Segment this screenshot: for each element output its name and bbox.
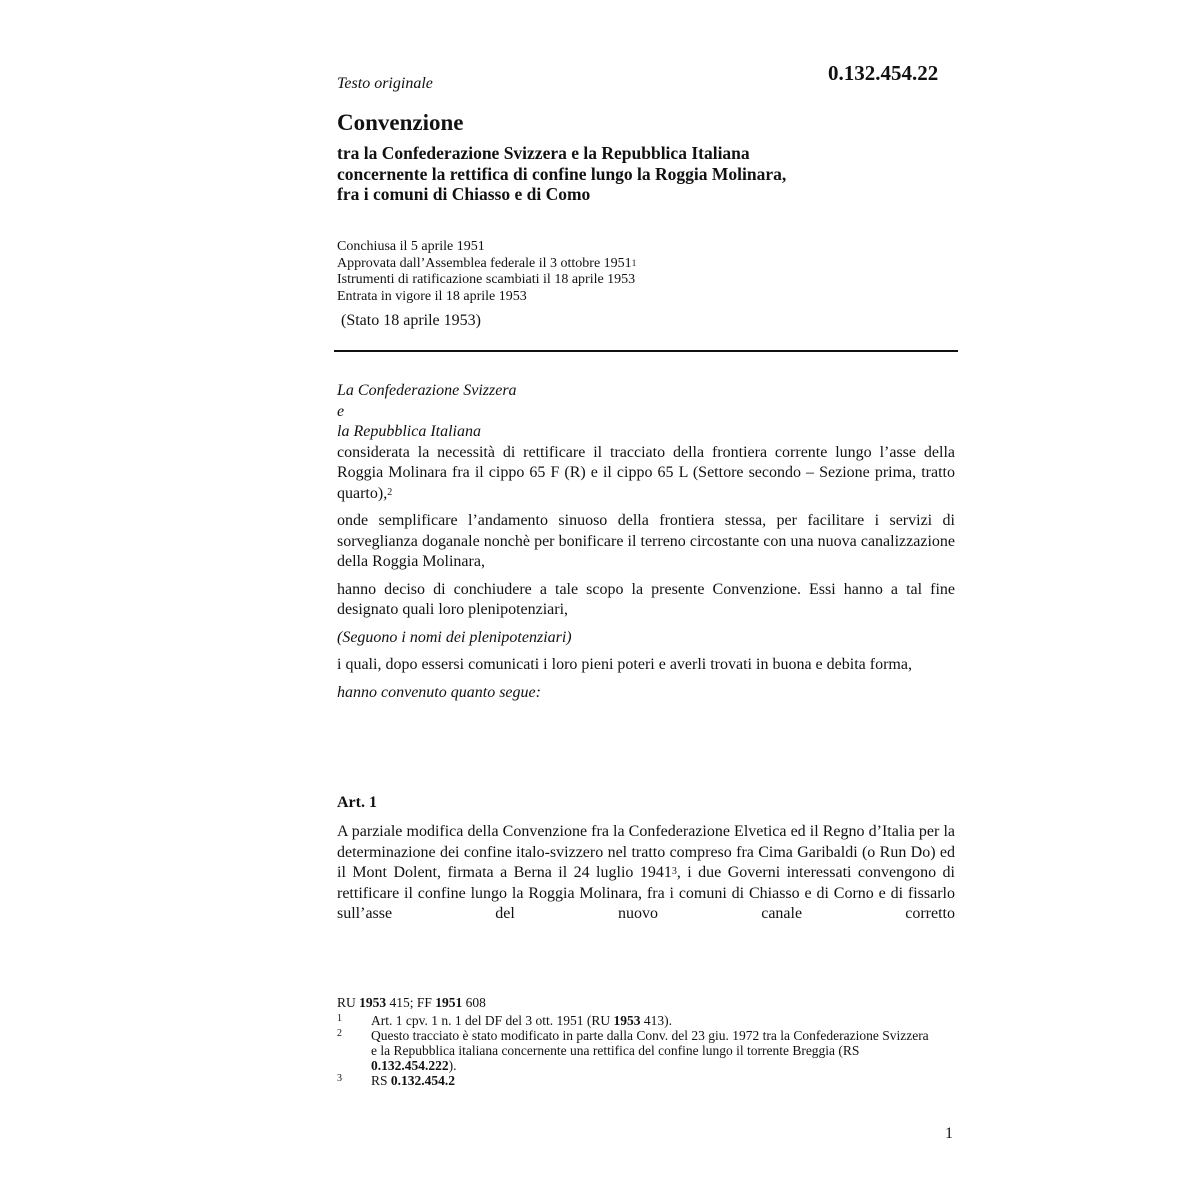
- document-title: Convenzione: [337, 110, 464, 135]
- status-date: (Stato 18 aprile 1953): [341, 312, 481, 329]
- plenipotentiaries-note: (Seguono i nomi dei plenipotenziari): [337, 628, 572, 646]
- document-subtitle: [337, 143, 957, 205]
- footnote: 3 RS 0.132.454.2: [337, 1073, 456, 1088]
- concluded-date: Conchiusa il 5 aprile 1951: [337, 239, 485, 254]
- footnote-number: 2: [337, 1028, 342, 1039]
- article-1-text: A parziale modifica della Convenzione fra la Confederazione Elvetica ed il Regno d’Italia per la determinazione dei confine italo-svizzero nel tratto compreso fra Cima Garibaldi (o Run Do) ed il Mont Dolent, firmata a Berna il 24 luglio 1941$^3$, i due Governi interessati convengono di rettificare il confine lungo la Roggia Molinara, fra i comuni di Chiasso e di Corno e di fissarlo sull’asse del nuovo canale corretto: [337, 823, 955, 922]
- footnote: 1 Art. 1 cpv. 1 n. 1 del DF del 3 ott. 1951 (RU 1953 413).: [337, 1013, 672, 1028]
- footnote-ref[interactable]: 2: [387, 486, 393, 498]
- footnote-number: 1: [337, 1013, 342, 1024]
- original-text-label: Testo originale: [337, 75, 433, 92]
- entry-into-force-date: Entrata in vigore il 18 aprile 1953: [337, 288, 527, 304]
- party-1: La Confederazione Svizzera: [337, 382, 517, 399]
- ratification-date: Istrumenti di ratificazione scambiati il 18 aprile 1953: [337, 272, 636, 287]
- preamble-paragraph: hanno deciso di conchiudere a tale scopo la presente Convenzione. Essi hanno a tal fine designato quali loro plenipotenziari,: [337, 580, 955, 618]
- subtitle-line: concernente la rettifica di confine lungo la Roggia Molinara,: [337, 163, 787, 184]
- preamble: [337, 381, 955, 703]
- agreement-clause: hanno convenuto quanto segue:: [337, 683, 541, 701]
- subtitle-line: fra i comuni di Chiasso e di Como: [337, 184, 591, 204]
- page-number: 1: [945, 1125, 953, 1142]
- document-metadata: [337, 239, 636, 305]
- footnote-ref[interactable]: 3: [671, 866, 677, 877]
- party-2: la Repubblica Italiana: [337, 423, 481, 440]
- article-heading: Art. 1: [337, 794, 377, 811]
- ru-reference: RU 1953 415; FF 1951 608: [337, 995, 486, 1010]
- preamble-paragraph: onde semplificare l’andamento sinuoso della frontiera stessa, per facilitare i servizi di sorveglianza doganale nonchè per bonificare il terreno circostante con una nuova canalizzazione della Roggia Molinara,: [337, 512, 955, 570]
- approval-date: Approvata dall’Assemblea federale il 3 ottobre 1951$^1$: [337, 255, 637, 271]
- preamble-paragraph: i quali, dopo essersi comunicati i loro pieni poteri e averli trovati in buona e debita forma,: [337, 656, 912, 673]
- sr-number: 0.132.454.22: [828, 61, 939, 85]
- footnotes: [337, 995, 937, 1088]
- footnote: 2 Questo tracciato è stato modificato in parte dalla Conv. del 23 giu. 1972 tra la Confederazione Svizzera e la Repubblica italiana concernente una rettifica del confine lungo il torrente Breggia (RS 0.132.454.222).: [337, 1028, 929, 1073]
- preamble-paragraph: considerata la necessità di rettificare il tracciato della frontiera corrente lungo l’asse della Roggia Molinara fra il cippo 65 F (R) e il cippo 65 L (Settore secondo – Sezione prima, tratto quarto),$^2$: [337, 443, 955, 502]
- footnote-ref[interactable]: 1: [631, 257, 637, 268]
- party-conjunction: e: [337, 402, 345, 420]
- header-divider: [334, 350, 958, 352]
- subtitle-line: tra la Confederazione Svizzera e la Repubblica Italiana: [337, 143, 750, 163]
- footnote-number: 3: [337, 1073, 342, 1084]
